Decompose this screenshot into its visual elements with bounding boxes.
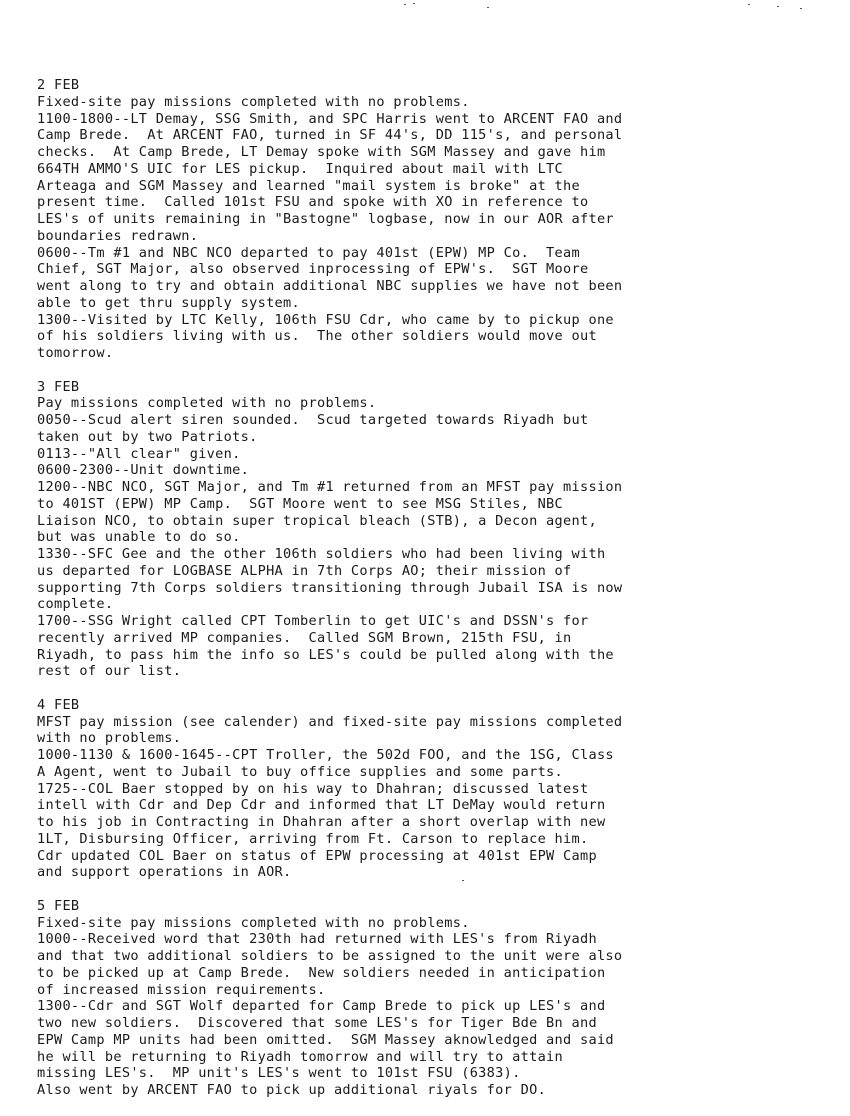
entry-text-line: intell with Cdr and Dep Cdr and informed that LT DeMay would return: [37, 797, 606, 814]
entry-text-line: of increased mission requirements.: [37, 981, 326, 998]
entry-text-line: to be picked up at Camp Brede. New soldiers needed in anticipation: [37, 964, 606, 981]
entry-text-line: 1725--COL Baer stopped by on his way to Dhahran; discussed latest: [37, 780, 589, 797]
entry-text-line: us departed for LOGBASE ALPHA in 7th Corps AO; their mission of: [37, 562, 572, 579]
entry-date: 5 FEB: [37, 897, 80, 914]
scan-speck: [777, 6, 779, 7]
entry-text-line: Liaison NCO, to obtain super tropical bleach (STB), a Decon agent,: [37, 512, 597, 529]
log-entry: [37, 379, 837, 681]
scan-speck: [487, 7, 489, 8]
entry-text-line: Cdr updated COL Baer on status of EPW processing at 401st EPW Camp: [37, 847, 597, 864]
entry-text-line: tomorrow.: [37, 345, 114, 361]
entry-text-line: 1700--SSG Wright called CPT Tomberlin to get UIC's and DSSN's for: [37, 613, 589, 629]
entry-text-line: with no problems.: [37, 730, 182, 747]
log-entry: [37, 697, 837, 881]
entry-text-line: 1LT, Disbursing Officer, arriving from Ft. Carson to replace him.: [37, 830, 589, 847]
entry-text-line: boundaries redrawn.: [37, 227, 199, 244]
entry-date: 3 FEB: [37, 378, 80, 395]
entry-text-line: 1000--Received word that 230th had returned with LES's from Riyadh: [37, 931, 597, 948]
entry-text-line: supporting 7th Corps soldiers transitioning through Jubail ISA is now: [37, 579, 623, 596]
entry-text-line: Camp Brede. At ARCENT FAO, turned in SF 44's, DD 115's, and personal: [37, 127, 623, 144]
entry-text-line: Fixed-site pay missions completed with no problems.: [37, 914, 470, 931]
entry-text-line: and that two additional soldiers to be assigned to the unit were also: [37, 948, 623, 964]
entry-text-line: recently arrived MP companies. Called SGM Brown, 215th FSU, in: [37, 629, 572, 646]
entry-text-line: to 401ST (EPW) MP Camp. SGT Moore went to see MSG Stiles, NBC: [37, 495, 564, 512]
entry-text-line: Also went by ARCENT FAO to pick up additional riyals for DO.: [37, 1082, 547, 1098]
entry-text-line: but was unable to do so.: [37, 529, 241, 546]
entry-text-line: Chief, SGT Major, also observed inprocessing of EPW's. SGT Moore: [37, 261, 589, 278]
entry-text-line: 1200--NBC NCO, SGT Major, and Tm #1 returned from an MFST pay mission: [37, 479, 623, 495]
entry-text-line: LES's of units remaining in "Bastogne" logbase, now in our AOR after: [37, 211, 614, 227]
entry-text-line: rest of our list.: [37, 663, 182, 680]
entry-text-line: of his soldiers living with us. The other soldiers would move out: [37, 328, 597, 345]
entry-text-line: 1300--Visited by LTC Kelly, 106th FSU Cdr, who came by to pickup one: [37, 311, 614, 328]
entry-text-line: present time. Called 101st FSU and spoke with XO in reference to: [37, 194, 589, 211]
entry-text-line: A Agent, went to Jubail to buy office supplies and some parts.: [37, 763, 564, 780]
log-entry: [37, 77, 837, 362]
entry-text-line: he will be returning to Riyadh tomorrow and will try to attain: [37, 1048, 564, 1065]
log-entry: [37, 898, 837, 1099]
log-text: [37, 77, 837, 1116]
entry-text-line: 0050--Scud alert siren sounded. Scud targeted towards Riyadh but: [37, 412, 589, 428]
entry-text-line: two new soldiers. Discovered that some LES's for Tiger Bde Bn and: [37, 1015, 597, 1031]
entry-text-line: EPW Camp MP units had been omitted. SGM Massey aknowledged and said: [37, 1031, 614, 1048]
entry-text-line: MFST pay mission (see calender) and fixed-site pay missions completed: [37, 713, 623, 730]
entry-text-line: complete.: [37, 596, 114, 613]
entry-text-line: checks. At Camp Brede, LT Demay spoke with SGM Massey and gave him: [37, 144, 606, 160]
entry-text-line: Riyadh, to pass him the info so LES's could be pulled along with the: [37, 646, 614, 663]
entry-text-line: 664TH AMMO'S UIC for LES pickup. Inquired about mail with LTC: [37, 160, 564, 177]
entry-text-line: 0600--Tm #1 and NBC NCO departed to pay 401st (EPW) MP Co. Team: [37, 244, 580, 261]
entry-text-line: taken out by two Patriots.: [37, 428, 258, 445]
entry-date: 4 FEB: [37, 696, 80, 713]
entry-text-line: to his job in Contracting in Dhahran after a short overlap with new: [37, 814, 606, 830]
scan-speck: [404, 4, 406, 5]
scan-speck: [748, 4, 750, 5]
entry-text-line: missing LES's. MP unit's LES's went to 101st FSU (6383).: [37, 1065, 521, 1082]
entry-text-line: Pay missions completed with no problems.: [37, 395, 377, 412]
entry-text-line: 1330--SFC Gee and the other 106th soldiers who had been living with: [37, 546, 606, 562]
entry-text-line: Fixed-site pay missions completed with no problems.: [37, 93, 470, 110]
entry-text-line: 1300--Cdr and SGT Wolf departed for Camp Brede to pick up LES's and: [37, 998, 606, 1015]
entry-text-line: Arteaga and SGM Massey and learned "mail system is broke" at the: [37, 177, 580, 194]
entry-text-line: 0113--"All clear" given.: [37, 445, 241, 462]
entry-text-line: and support operations in AOR.: [37, 864, 292, 881]
scan-speck: [800, 8, 802, 9]
entry-text-line: 1000-1130 & 1600-1645--CPT Troller, the 502d FOO, and the 1SG, Class: [37, 747, 614, 763]
entry-text-line: 1100-1800--LT Demay, SSG Smith, and SPC Harris went to ARCENT FAO and: [37, 110, 623, 127]
scan-speck: [413, 3, 415, 4]
entry-date: 2 FEB: [37, 77, 80, 93]
entry-text-line: 0600-2300--Unit downtime.: [37, 462, 250, 479]
entry-text-line: went along to try and obtain additional NBC supplies we have not been: [37, 278, 623, 294]
entry-text-line: able to get thru supply system.: [37, 294, 301, 311]
